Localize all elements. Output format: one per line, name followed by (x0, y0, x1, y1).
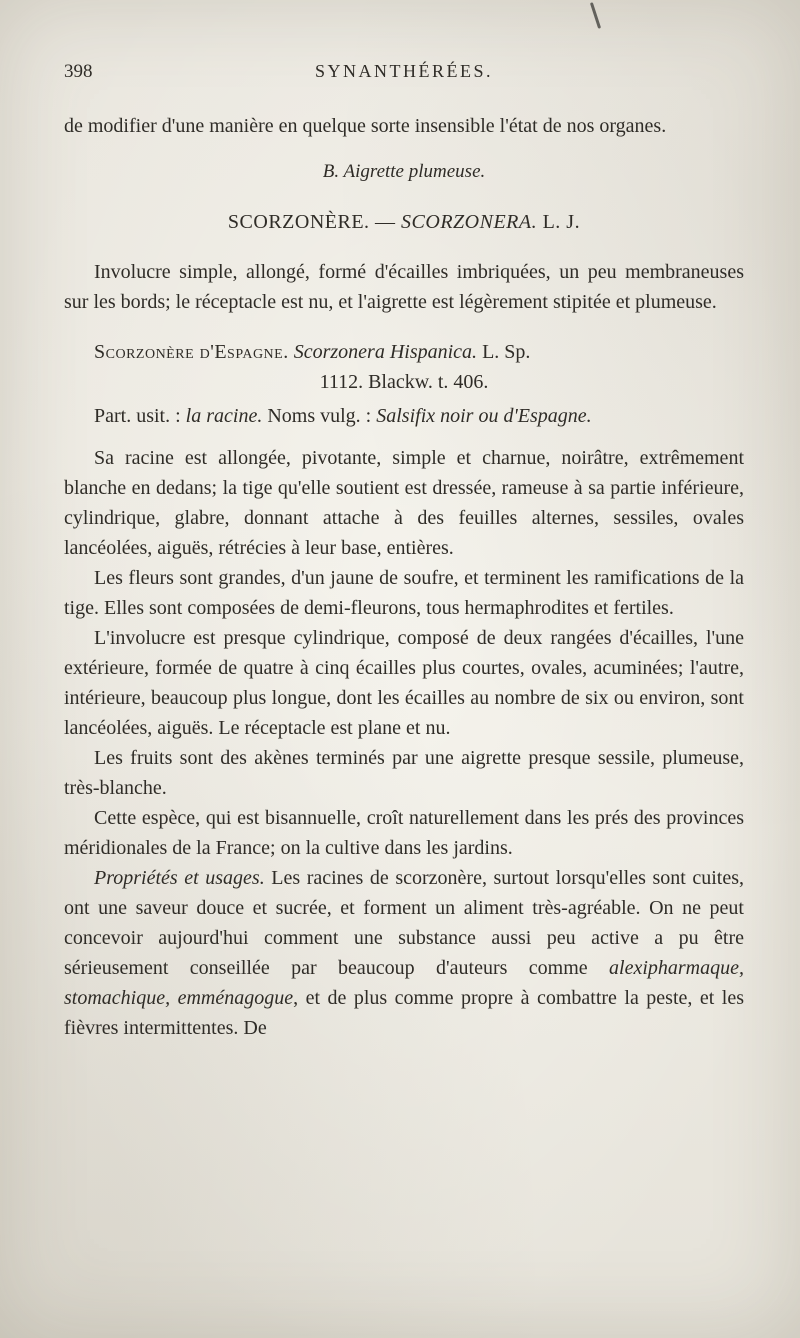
properties-paragraph (64, 863, 744, 1043)
genus-heading (64, 207, 744, 237)
species-heading (64, 337, 744, 367)
properties-body-1: Les racines de scorzonère, surtout lorsqu'elles sont cuites, ont une saveur douce et sucrée, et forment un aliment très-agréable. On ne peut concevoir aujourd'hui comment une substance aussi peu active a pu être sérieusement conseillée par beaucoup d'auteurs comme (64, 867, 744, 979)
figure-caption: B. Aigrette plumeuse. (322, 161, 486, 182)
usage-part-value: la racine. (185, 405, 263, 427)
usage-names-label: Noms vulg. : (262, 405, 377, 427)
species-name: Scorzonère d'Espagne. (94, 341, 289, 363)
genus-separator: — (375, 211, 396, 233)
genus-authority: L. J. (542, 211, 581, 233)
page-header (64, 56, 744, 87)
usage-line (64, 401, 744, 431)
genus-latin-name: SCORZONERA. (401, 211, 538, 233)
involucre-paragraph: L'involucre est presque cylindrique, composé de deux rangées d'écailles, l'une extérieure, formée de quatre à cinq écailles plus courtes, ovales, acuminées; l'autre, intérieure, beaucoup plus longue, dont les écailles au nombre de six ou environ, sont lancéolées, aiguës. Le réceptacle est plane et nu. (64, 627, 744, 739)
properties-italic-terms: alexipharmaque, stomachique, emménagogue (64, 957, 744, 1009)
flowers-paragraph: Les fleurs sont grandes, d'un jaune de soufre, et terminent les ramifications de la tige. Elles sont composées de demi-fleurons, tous hermaphrodites et fertiles. (64, 567, 744, 619)
page-number: 398 (64, 61, 93, 82)
properties-body-2: , et de plus comme propre à combattre la peste, et les fièvres intermittentes. De (64, 987, 744, 1039)
properties-lead: Propriétés et usages. (94, 867, 265, 889)
usage-part-label: Part. usit. : (94, 405, 186, 427)
genus-description: Involucre simple, allongé, formé d'écailles imbriquées, un peu membraneuses sur les bords; le réceptacle est nu, et l'aigrette est légèrement stipitée et plumeuse. (64, 261, 744, 313)
species-latin-name: Scorzonera Hispanica. (293, 341, 478, 363)
species-citation: 1112. Blackw. t. 406. (319, 371, 489, 393)
usage-names-value: Salsifix noir ou d'Espagne. (376, 405, 592, 427)
root-paragraph: Sa racine est allongée, pivotante, simple et charnue, noirâtre, extrêmement blanche en dedans; la tige qu'elle soutient est dressée, rameuse à sa partie inférieure, cylindrique, glabre, donnant attache à des feuilles alternes, sessiles, ovales lancéolées, aiguës, rétrécies à leur base, entières. (64, 447, 744, 559)
culture-paragraph: Cette espèce, qui est bisannuelle, croît naturellement dans les prés des provinces méridionales de la France; on la cultive dans les jardins. (64, 807, 744, 859)
pen-mark (590, 2, 601, 29)
genus-name: SCORZONÈRE. (227, 211, 370, 233)
running-title: SYNANTHÉRÉES. (314, 61, 493, 81)
species-reference: L. Sp. (482, 341, 531, 363)
intro-paragraph: de modifier d'une manière en quelque sorte insensible l'état de nos organes. (64, 115, 667, 137)
fruits-paragraph: Les fruits sont des akènes terminés par une aigrette presque sessile, plumeuse, très-blanche. (64, 747, 744, 799)
